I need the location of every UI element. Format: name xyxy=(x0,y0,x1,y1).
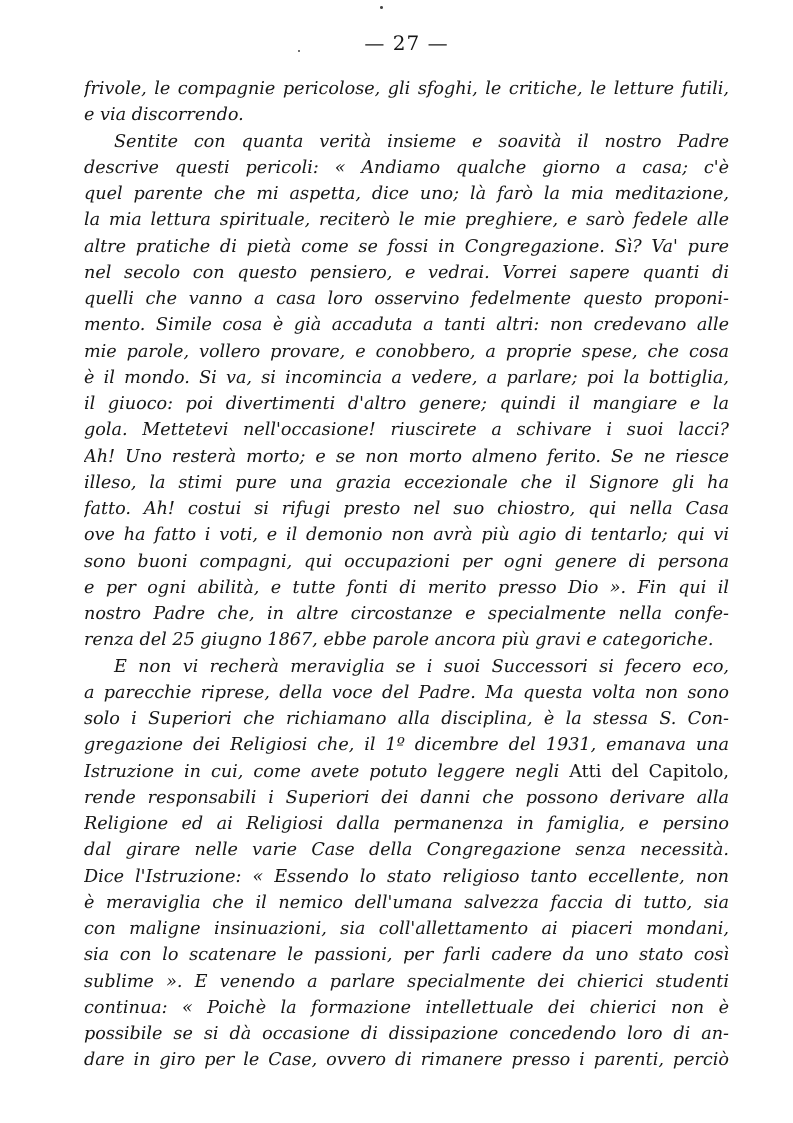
text-segment: il giuoco: poi divertimenti d'altro genere; quindi il mangiare e la xyxy=(84,394,729,414)
text-segment: illeso, la stimi pure una grazia eccezionale che il Signore gli ha xyxy=(84,472,729,493)
text-line xyxy=(84,444,729,470)
text-line xyxy=(84,312,729,338)
text-segment: è meraviglia che il nemico dell'umana salvezza faccia di tutto, sia xyxy=(84,892,729,913)
text-line xyxy=(84,522,729,548)
text-segment: Ah! Uno resterà morto; e se non morto almeno ferito. Se ne riesce xyxy=(84,446,729,467)
text-line xyxy=(84,339,729,365)
text-segment: descrive questi pericoli: « Andiamo qualche giorno a casa; c'è xyxy=(84,157,729,178)
text-segment: rende responsabili i Superiori dei danni che possono derivare alla xyxy=(84,787,729,808)
text-line xyxy=(84,759,729,785)
text-line xyxy=(84,76,729,102)
text-segment: è il mondo. Si va, si incomincia a vedere, a parlare; poi la bottiglia, xyxy=(84,367,729,388)
text-segment: sublime ». E venendo a parlare specialmente dei chierici studenti xyxy=(84,971,729,992)
text-line xyxy=(84,942,729,968)
text-line xyxy=(84,470,729,496)
text-segment: mie parole, vollero provare, e conobbero, a proprie spese, che cosa xyxy=(84,341,729,362)
text-line xyxy=(84,286,729,312)
text-segment: la mia lettura spirituale, reciterò le mie preghiere, e sarò fedele alle xyxy=(84,210,729,231)
text-line xyxy=(84,654,729,680)
text-line xyxy=(84,969,729,995)
text-line xyxy=(84,575,729,601)
text-segment: gola. Mettetevi nell'occasione! riuscirete a schivare i suoi lacci? xyxy=(84,420,729,441)
text-segment: e via discorrendo. xyxy=(84,105,244,126)
text-line xyxy=(84,129,729,155)
text-segment: E non vi recherà meraviglia se i suoi Successori si fecero eco, xyxy=(114,656,729,677)
text-segment: renza del 25 giugno 1867, ebbe parole ancora più gravi e categoriche. xyxy=(84,630,714,651)
text-line xyxy=(84,890,729,916)
text-line xyxy=(84,995,729,1021)
text-segment: Sentite con quanta verità insieme e soavità il nostro Padre xyxy=(114,131,729,152)
text-line xyxy=(84,1021,729,1047)
text-segment: solo i Superiori che richiamano alla disciplina, è la stessa S. Con- xyxy=(84,709,729,729)
text-line xyxy=(84,549,729,575)
text-segment: nostro Padre che, in altre circostanze e specialmente nella confe- xyxy=(84,604,729,624)
text-segment: fatto. Ah! costui si rifugi presto nel suo chiostro, qui nella Casa xyxy=(84,499,729,519)
text-line xyxy=(84,811,729,837)
text-line xyxy=(84,260,729,286)
text-line xyxy=(84,916,729,942)
text-line xyxy=(84,732,729,758)
text-segment: sia con lo scatenare le passioni, per farli cadere da uno stato così xyxy=(84,945,729,966)
text-segment: nel secolo con questo pensiero, e vedrai. Vorrei sapere quanti di xyxy=(84,262,729,283)
text-segment: Dice l'Istruzione: « Essendo lo stato religioso tanto eccellente, non xyxy=(84,866,729,887)
text-line xyxy=(84,234,729,260)
text-line xyxy=(84,102,729,128)
text-segment: dal girare nelle varie Case della Congregazione senza necessità. xyxy=(84,840,729,861)
text-line xyxy=(84,837,729,863)
book-page xyxy=(84,30,729,1110)
text-segment: continua: « Poichè la formazione intellettuale dei chierici non è xyxy=(84,997,729,1018)
text-line xyxy=(84,785,729,811)
text-segment: a parecchie riprese, della voce del Padre. Ma questa volta non sono xyxy=(84,682,729,703)
page-number: — 27 — xyxy=(364,31,449,55)
text-segment-upright: Atti del Capitolo, xyxy=(569,761,729,782)
text-line xyxy=(84,207,729,233)
text-segment: dare in giro per le Case, ovvero di rimanere presso i parenti, perciò xyxy=(84,1050,729,1071)
text-line xyxy=(84,680,729,706)
text-segment: con maligne insinuazioni, sia coll'allettamento ai piaceri mondani, xyxy=(84,919,729,939)
text-segment: ove ha fatto i voti, e il demonio non avrà più agio di tentarlo; qui vi xyxy=(84,525,729,546)
text-segment: Istruzione in cui, come avete potuto leggere negli xyxy=(84,761,570,782)
text-segment: gregazione dei Religiosi che, il 1º dicembre del 1931, emanava una xyxy=(84,735,729,756)
text-segment: sono buoni compagni, qui occupazioni per ogni genere di persona xyxy=(84,551,729,572)
text-segment: e per ogni abilità, e tutte fonti di merito presso Dio ». Fin qui il xyxy=(84,577,729,598)
text-segment: altre pratiche di pietà come se fossi in Congregazione. Sì? Va' pure xyxy=(84,236,729,257)
text-line xyxy=(84,496,729,522)
text-line xyxy=(84,391,729,417)
print-speck xyxy=(380,6,383,9)
text-segment: frivole, le compagnie pericolose, gli sfoghi, le critiche, le letture futili, xyxy=(84,79,729,99)
text-segment: Religione ed ai Religiosi dalla permanenza in famiglia, e persino xyxy=(84,814,729,834)
text-line xyxy=(84,181,729,207)
text-line xyxy=(84,1047,729,1073)
text-segment: quel parente che mi aspetta, dice uno; là farò la mia meditazione, xyxy=(84,184,729,204)
text-segment: quelli che vanno a casa loro osservino fedelmente questo proponi- xyxy=(84,289,729,309)
text-segment: mento. Simile cosa è già accaduta a tanti altri: non credevano alle xyxy=(84,315,729,336)
text-line xyxy=(84,155,729,181)
text-line xyxy=(84,365,729,391)
text-line xyxy=(84,706,729,732)
text-line xyxy=(84,864,729,890)
body-text xyxy=(84,76,729,1074)
text-line xyxy=(84,601,729,627)
text-segment: possibile se si dà occasione di dissipazione concedendo loro di an- xyxy=(84,1024,729,1044)
text-line xyxy=(84,627,729,653)
text-line xyxy=(84,417,729,443)
